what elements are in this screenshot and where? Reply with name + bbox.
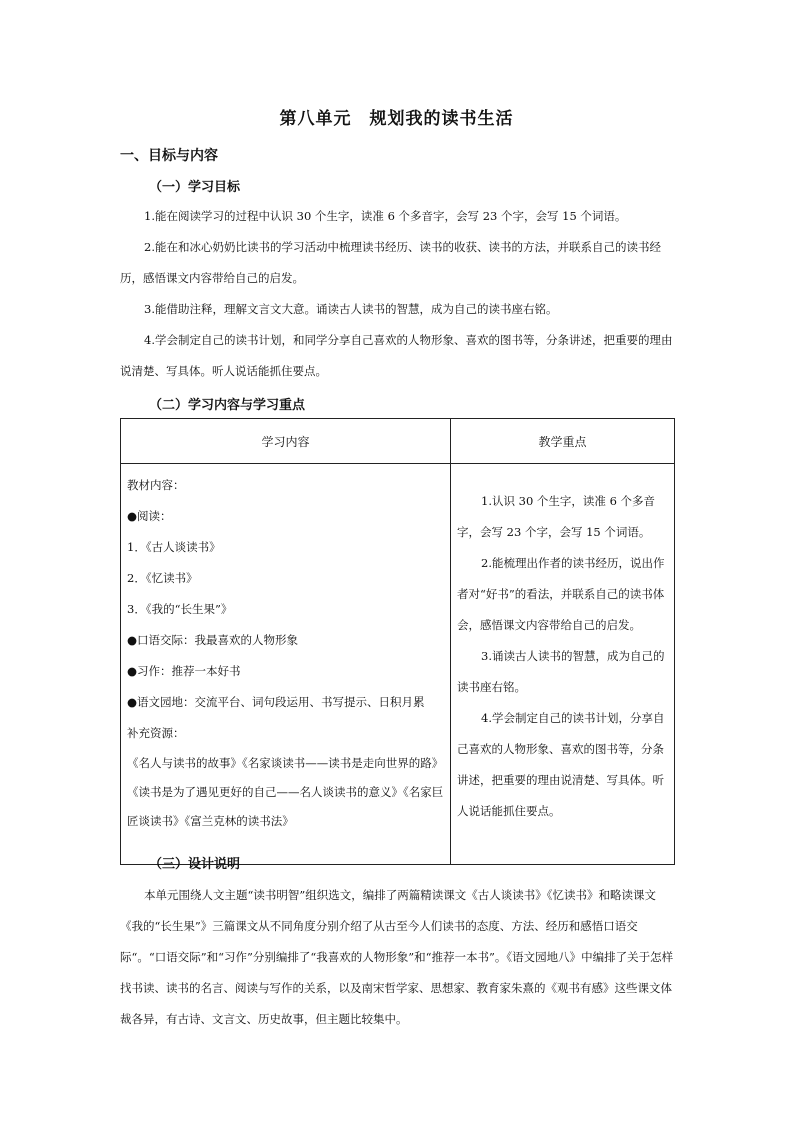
page-title: 第八单元 规划我的读书生活 bbox=[279, 109, 514, 129]
table-row bbox=[121, 464, 675, 865]
reading-label: ●阅读： bbox=[127, 509, 172, 523]
table-header-row bbox=[121, 419, 675, 464]
design-notes-paragraph: 本单元围绕人文主题“读书明智”组织选文，编排了两篇精读课文《古人谈读书》《忆读书》和略读课文《我的“长生果”》三篇课文从不同角度分别介绍了从古至今人们读书的态度、方法、经历和感悟口语交际“。“口语交际”和“习作”分别编排了“我喜欢的人物形象”和“推荐一本书”。《语文园地八》中编排了关于怎样找书读、读书的名言、阅读与写作的关系，以及南宋哲学家、思想家、教育家朱熹的《观书有感》这些课文体裁各异，有古诗、文言文、历史故事，但主题比较集中。 bbox=[120, 888, 674, 1026]
focus-item-4: 4.学会制定自己的读书计划，分享自己喜欢的人物形象、喜欢的图书等，分条讲述，把重要的理由说清楚、写具体。听人说话能抓住要点。 bbox=[457, 711, 665, 818]
focus-item-2: 2.能梳理出作者的读书经历，说出作者对“好书”的看法，并联系自己的读书体会，感悟课文内容带给自己的启发。 bbox=[457, 556, 665, 632]
focus-item-1: 1.认识 30 个生字，读准 6 个多音字，会写 23 个字，会写 15 个词语。 bbox=[457, 494, 656, 539]
focus-item-3: 3.诵读古人读书的智慧，成为自己的读书座右铭。 bbox=[457, 649, 665, 694]
subheading-learning-goals: （一）学习目标 bbox=[149, 180, 241, 195]
table-header-focus: 教学重点 bbox=[451, 419, 675, 464]
goal-item-2: 2.能在和冰心奶奶比读书的学习活动中梳理读书经历、读书的收获、读书的方法，并联系自己的读书经历，感悟课文内容带给自己的启发。 bbox=[120, 240, 661, 285]
oral-communication-item: ●口语交际：我最喜欢的人物形象 bbox=[127, 633, 299, 647]
writing-item: ●习作：推荐一本好书 bbox=[127, 664, 241, 678]
subheading-content-focus: （二）学习内容与学习重点 bbox=[149, 398, 306, 413]
supplementary-resources: 《名人与读书的故事》《名家谈读书——读书是走向世界的路》《读书是为了遇见更好的自己——名人谈读书的意义》《名家巨匠谈读书》《富兰克林的读书法》 bbox=[127, 756, 444, 828]
content-focus-table bbox=[120, 418, 675, 865]
reading-item: 1．《古人谈读书》 bbox=[127, 540, 221, 554]
supplementary-label: 补充资源： bbox=[127, 726, 185, 740]
reading-item: 3．《我的“长生果”》 bbox=[127, 602, 233, 616]
goal-item-3: 3.能借助注释，理解文言文大意。诵读古人读书的智慧，成为自己的读书座右铭。 bbox=[144, 302, 558, 316]
goal-item-4: 4.学会制定自己的读书计划，和同学分享自己喜欢的人物形象、喜欢的图书等，分条讲述，把重要的理由说清楚、写具体。听人说话能抓住要点。 bbox=[120, 333, 673, 378]
reading-item: 2．《忆读书》 bbox=[127, 571, 198, 585]
materials-label: 教材内容： bbox=[127, 478, 185, 492]
table-cell-focus bbox=[451, 464, 675, 865]
section-heading-goals-content: 一、目标与内容 bbox=[120, 148, 218, 164]
goal-item-1: 1.能在阅读学习的过程中认识 30 个生字，读准 6 个多音字，会写 23 个字，会写 15 个词语。 bbox=[144, 209, 627, 223]
subheading-design-notes: （三）设计说明 bbox=[149, 857, 241, 872]
language-garden-item: ●语文园地：交流平台、词句段运用、书写提示、日积月累 bbox=[127, 695, 425, 709]
table-header-content: 学习内容 bbox=[121, 419, 451, 464]
table-cell-content bbox=[121, 464, 451, 865]
